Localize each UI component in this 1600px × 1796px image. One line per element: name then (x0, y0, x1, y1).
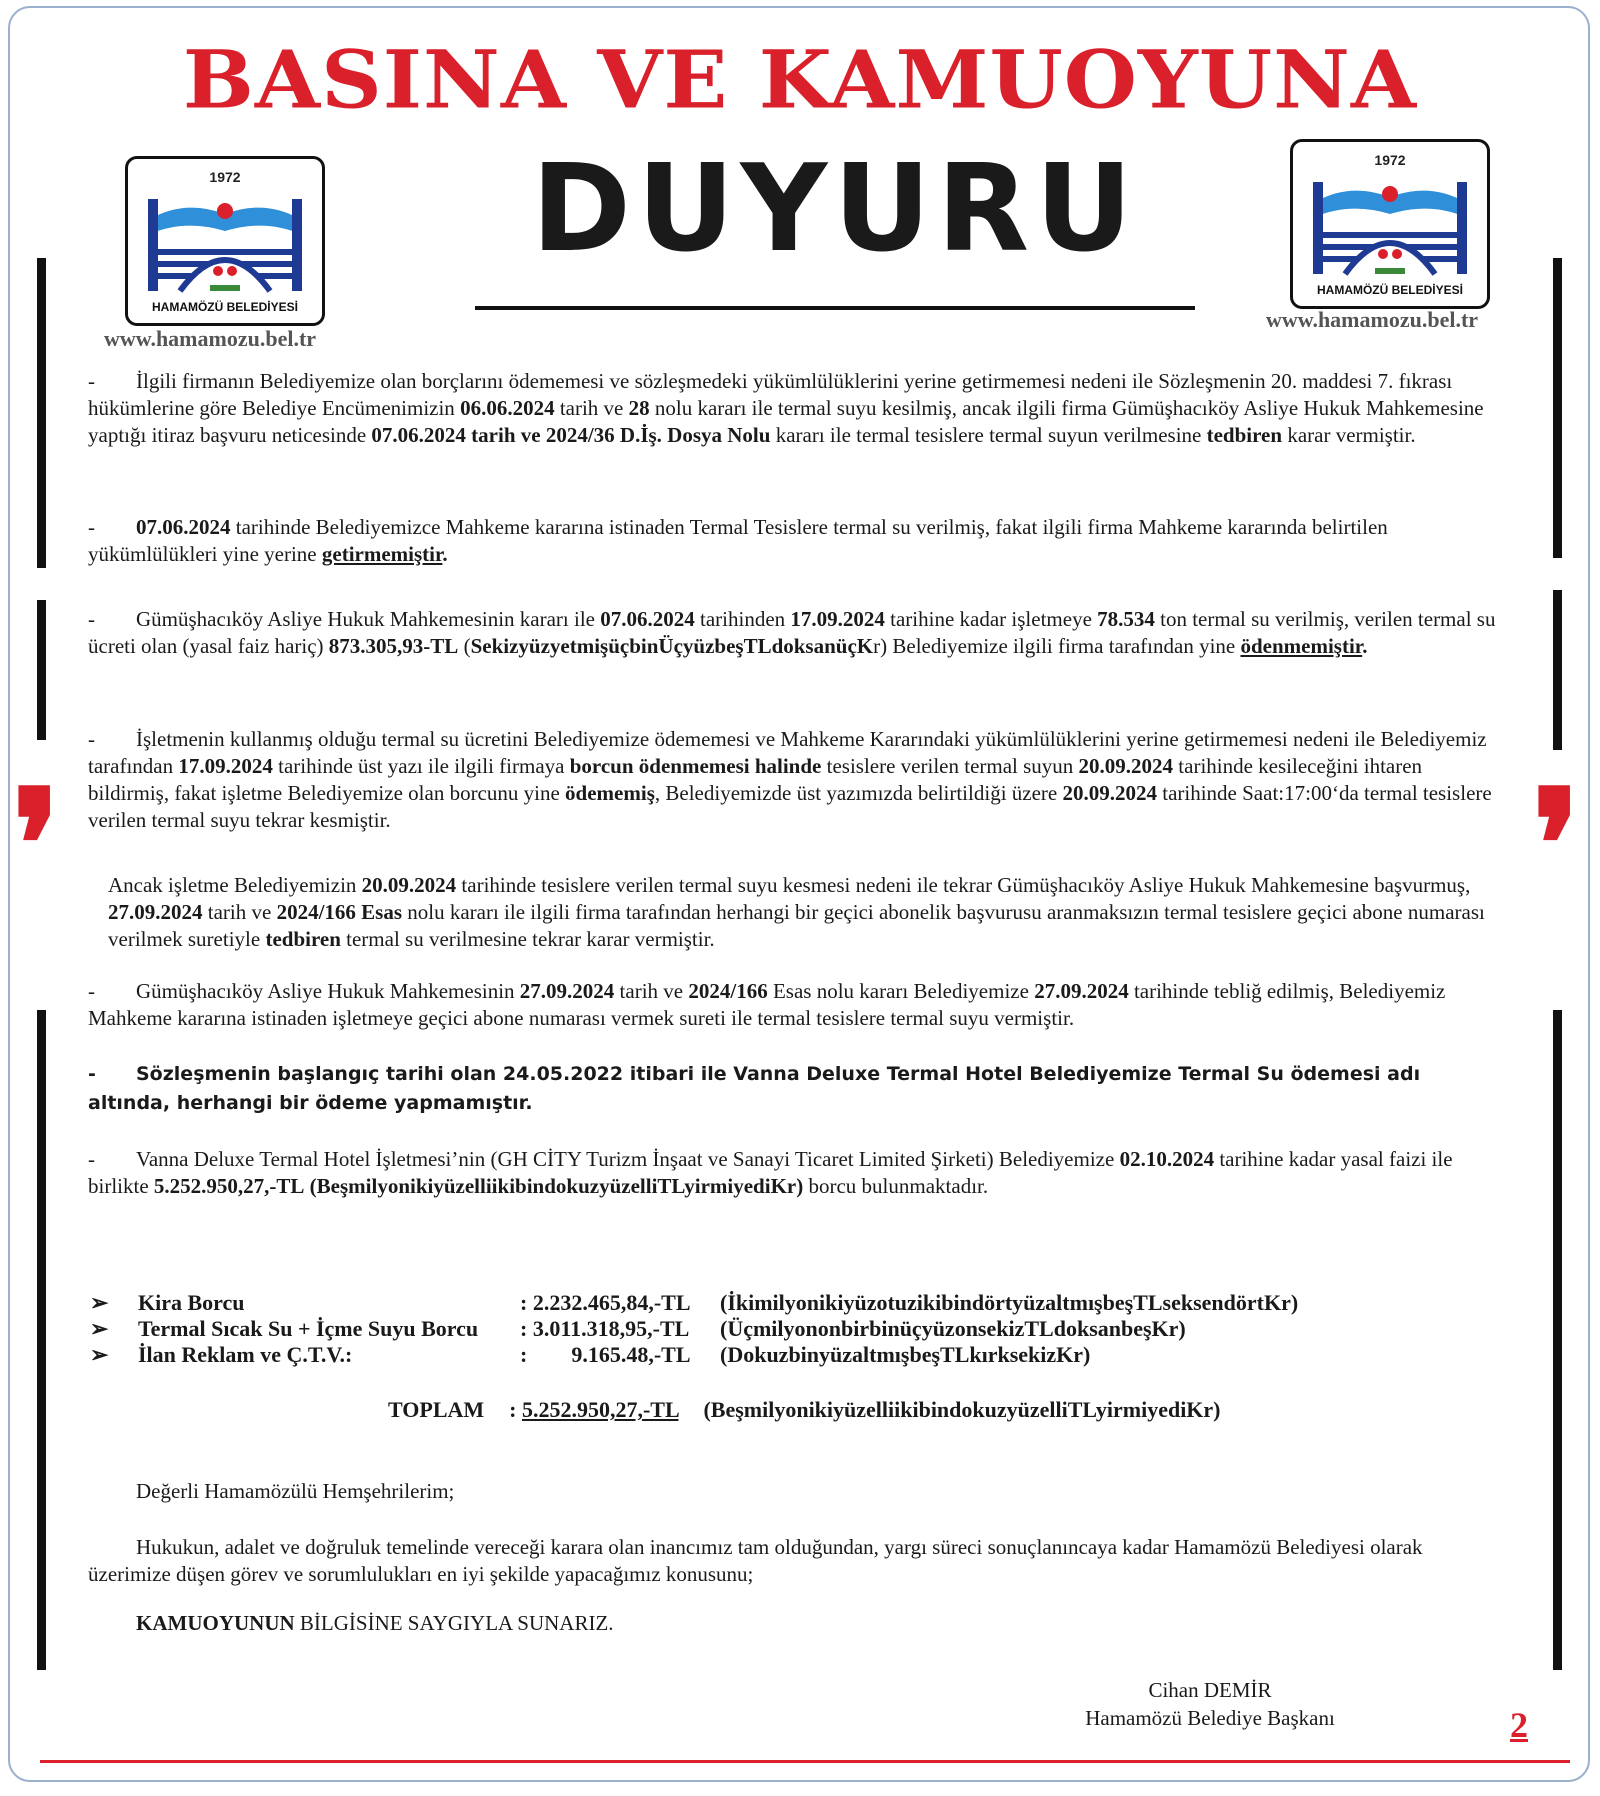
paragraph-segment: SekizyüzyetmişüçbinÜçyüzbeşTLdoksanüçK (470, 634, 874, 658)
paragraph-segment: ton termal su verilmiş, verilen termal su ücreti olan (yasal faiz hariç) (88, 607, 1496, 658)
arrow-bullet-icon: ➢ (90, 1342, 109, 1367)
paragraph-segment: . (442, 542, 448, 566)
paragraph-segment: 17.09.2024 (790, 607, 885, 631)
total-label: TOPLAM (388, 1397, 485, 1422)
dash-bullet: - (88, 607, 95, 631)
paragraph-segment: İşletmenin kullanmış olduğu termal su ücretini Belediyemize ödememesi ve Mahkeme Kararındaki yükümlülüklerini yerine getirmemesi nedeni ile Belediyemiz tarafından (88, 727, 1487, 778)
logo-year: 1972 (209, 169, 241, 185)
total-value: 5.252.950,27,-TL (521, 1397, 679, 1422)
paragraph-segment: tedbiren (1206, 423, 1283, 447)
paragraph-segment: ( (458, 634, 471, 658)
paragraph-segment: tarihinde Saat:17:00‘da termal tesislere verilen termal suyu tekrar kesmiştir. (88, 781, 1492, 832)
greeting: Değerli Hamamözülü Hemşehrilerim; (136, 1479, 455, 1503)
paragraph-segment: 07.06.2024 (136, 515, 231, 539)
paragraph-segment: (BeşmilyonikiyüzelliikibindokuzyüzelliTLyirmiyediKr) (309, 1174, 804, 1198)
paragraph-5 (108, 872, 1508, 953)
dash-bullet: - (88, 1147, 95, 1171)
paragraph-segment: kararı ile termal tesislere termal suyun verilmesine (770, 423, 1207, 447)
paragraph-segment: 20.09.2024 (1078, 754, 1174, 778)
paragraph-segment: tarihinde üst yazı ile ilgili firmaya (272, 754, 570, 778)
paragraph-segment: Gümüşhacıköy Asliye Hukuk Mahkemesinin kararı ile (136, 607, 601, 631)
paragraph-segment: tarihine kadar yasal faizi ile birlikte (88, 1147, 1453, 1198)
debt-words: (ÜçmilyononbirbinüçyüzonsekizTLdoksanbeşKr) (720, 1316, 1186, 1341)
debt-label: Termal Sıcak Su + İçme Suyu Borcu (138, 1316, 479, 1341)
paragraph-segment: tesislere verilen termal suyun (821, 754, 1079, 778)
paragraph-segment: tarih ve (554, 396, 629, 420)
paragraph-segment: 27.09.2024 (1034, 979, 1129, 1003)
dash-bullet: - (88, 369, 95, 393)
paragraph-segment: 78.534 (1097, 607, 1155, 631)
dash-bullet: - (88, 1063, 96, 1085)
paragraph-segment: tarihinde tesislere verilen termal suyu kesmesi nedeni ile tekrar Gümüşhacıköy Asliye Hukuk Mahkemesine başvurmuş, (456, 873, 1471, 897)
logo-emblem-icon (140, 189, 310, 294)
paragraph-segment: , Belediyemizde üst yazımızda belirtildiği üzere (654, 781, 1063, 805)
dash-bullet: - (88, 727, 95, 751)
bottom-rule (40, 1760, 1570, 1763)
paragraph-segment: 2024/166 (688, 979, 768, 1003)
arrow-bullet-icon: ➢ (90, 1316, 109, 1341)
closing-body (88, 1534, 1508, 1588)
paragraph-segment: 17.09.2024 (178, 754, 273, 778)
website-link-right[interactable]: www.hamamozu.bel.tr (1266, 307, 1479, 332)
paragraph-segment: 02.10.2024 (1119, 1147, 1215, 1171)
logo-year: 1972 (1374, 152, 1406, 168)
side-decoration-bar (37, 1010, 46, 1670)
quote-mark-decoration: ❜ (1532, 757, 1581, 933)
debt-words: (DokuzbinyüzaltmışbeşTLkırksekizKr) (720, 1342, 1091, 1367)
respect-rest: BİLGİSİNE SAYGIYLA SUNARIZ. (294, 1611, 614, 1635)
paragraph-segment: 873.305,93-TL (328, 634, 459, 658)
paragraph-segment: 5.252.950,27,-TL (153, 1174, 305, 1198)
quote-mark-decoration: ❜ (12, 757, 61, 933)
total-colon: : (509, 1397, 517, 1422)
total-row (388, 1397, 1221, 1423)
arrow-bullet-icon: ➢ (90, 1290, 109, 1315)
total-words: (BeşmilyonikiyüzelliikibindokuzyüzelliTLyirmiyediKr) (703, 1397, 1221, 1422)
paragraph-8 (88, 1146, 1508, 1200)
website-link-left[interactable]: www.hamamozu.bel.tr (104, 326, 317, 351)
paragraph-segment: 20.09.2024 (1062, 781, 1157, 805)
paragraph-segment: Esas nolu kararı Belediyemize (767, 979, 1035, 1003)
paragraph-segment: tarihine kadar işletmeye (884, 607, 1098, 631)
paragraph-segment: Gümüşhacıköy Asliye Hukuk Mahkemesinin (136, 979, 520, 1003)
respect-bold: KAMUOYUNUN (136, 1611, 295, 1635)
paragraph-segment: 2024/166 Esas (276, 900, 402, 924)
paragraph-segment: 20.09.2024 (361, 873, 457, 897)
paragraph-segment: . (1362, 634, 1368, 658)
dash-bullet: - (88, 515, 95, 539)
paragraph-segment: tarihinde tebliğ edilmiş, Belediyemiz Mahkeme kararına istinaden işletmeye geçici abone numarası vermek sureti ile termal tesislere termal suyu vermiştir. (88, 979, 1446, 1030)
paragraph-3 (88, 606, 1508, 660)
logo-name: HAMAMÖZÜ BELEDİYESİ (1316, 283, 1463, 297)
debt-label: Kira Borcu (138, 1290, 245, 1315)
paragraph-segment: Ancak işletme Belediyemizin (108, 873, 362, 897)
logo-emblem-icon (1305, 172, 1475, 277)
dash-bullet: - (88, 979, 95, 1003)
paragraph-segment: tarih ve (202, 900, 277, 924)
paragraph-segment: ödenmemiştir (1240, 634, 1363, 658)
paragraph-segment: Vanna Deluxe Termal Hotel İşletmesi’nin (GH CİTY Turizm İnşaat ve Sanayi Ticaret Limited Şirketi) Belediyemize (136, 1147, 1120, 1171)
page-number: 2 (1510, 1705, 1528, 1745)
paragraph-segment: Sözleşmenin başlangıç tarihi olan 24.05.2022 itibari ile Vanna Deluxe Termal Hotel Belediyemize Termal Su ödemesi adı altında, herhangi bir ödeme yapmamıştır. (88, 1063, 1421, 1114)
paragraph-segment: getirmemiştir (321, 542, 443, 566)
debt-label: İlan Reklam ve Ç.T.V.: (138, 1342, 353, 1367)
paragraph-segment: karar vermiştir. (1282, 423, 1416, 447)
side-decoration-bar (1553, 590, 1562, 750)
debt-value: : 2.232.465,84,-TL (520, 1290, 691, 1315)
paragraph-segment: tarihinde kesileceğini ihtaren bildirmiş, fakat işletme Belediyemize olan borcunu yine (88, 754, 1423, 805)
paragraph-segment: 27.09.2024 (108, 900, 203, 924)
paragraph-segment: İlgili firmanın Belediyemize olan borçlarını ödememesi ve sözleşmedeki yükümlülüklerini yerine getirmemesi nedeni ile Sözleşmenin 20. maddesi 7. fıkrası hükümlerine göre Belediye Encümenimizin (88, 369, 1453, 420)
paragraph-7 (88, 1060, 1508, 1118)
paragraph-segment: borcu bulunmaktadır. (803, 1174, 989, 1198)
paragraph-segment: tarihinden (694, 607, 791, 631)
side-decoration-bar (37, 600, 46, 740)
municipality-logo-left (125, 156, 325, 326)
paragraph-4 (88, 726, 1508, 834)
side-decoration-bar (1553, 258, 1562, 558)
debt-value: : 9.165.48,-TL (520, 1342, 691, 1367)
paragraph-segment: 27.09.2024 (519, 979, 615, 1003)
paragraph-segment: r) Belediyemize ilgili firma tarafından yine (873, 634, 1241, 658)
paragraph-segment: tarih ve (614, 979, 689, 1003)
debt-value: : 3.011.318,95,-TL (520, 1316, 690, 1341)
page-title: DUYURU (531, 140, 1139, 279)
paragraph-segment: tedbiren (265, 927, 341, 951)
paragraph-segment: borcun ödenmemesi halinde (569, 754, 822, 778)
side-decoration-bar (1553, 1010, 1562, 1670)
respect-line (136, 1610, 614, 1637)
logo-name: HAMAMÖZÜ BELEDİYESİ (151, 300, 298, 314)
paragraph-segment: 07.06.2024 (600, 607, 695, 631)
headline: BASINA VE KAMUOYUNA (182, 32, 1418, 127)
paragraph-segment: 06.06.2024 (460, 396, 555, 420)
paragraph-6 (88, 978, 1508, 1032)
paragraph-segment: 07.06.2024 tarih ve 2024/36 D.İş. Dosya Nolu (371, 423, 771, 447)
paragraph-segment: ödememiş (565, 781, 655, 805)
paragraph-segment: nolu kararı ile ilgili firma tarafından herhangi bir geçici abonelik başvurusu aranmaksızın termal tesislere geçici abone numarası verilmek suretiyle (108, 900, 1485, 951)
paragraph-segment: tarihinde Belediyemizce Mahkeme kararına istinaden Termal Tesislere termal su verilmiş, fakat ilgili firma Mahkeme kararında belirtilen yükümlülükleri yine yerine (88, 515, 1388, 566)
closing-body-text: Hukukun, adalet ve doğruluk temelinde vereceği karara olan inancımız tam olduğundan, yargı süreci sonuçlanıncaya kadar Hamamözü Belediyesi olarak üzerimize düşen görev ve sorumlulukları en iyi şekilde yapacağımız konusunu; (88, 1535, 1423, 1586)
paragraph-segment: 28 (628, 396, 650, 420)
paragraph-1 (88, 368, 1508, 449)
signature-name: Cihan DEMİR (1148, 1678, 1272, 1702)
debt-words: (İkimilyonikiyüzotuzikibindörtyüzaltmışbeşTLseksendörtKr) (720, 1290, 1299, 1315)
signature-title: Hamamözü Belediye Başkanı (1085, 1706, 1335, 1730)
title-underline (475, 306, 1195, 310)
side-decoration-bar (37, 258, 46, 568)
paragraph-2 (88, 514, 1508, 568)
paragraph-segment: termal su verilmesine tekrar karar vermiştir. (340, 927, 715, 951)
municipality-logo-right (1290, 139, 1490, 309)
paragraph-segment: nolu kararı ile termal suyu kesilmiş, ancak ilgili firma Gümüşhacıköy Asliye Hukuk Mahkemesine yaptığı itiraz başvuru neticesinde (88, 396, 1484, 447)
